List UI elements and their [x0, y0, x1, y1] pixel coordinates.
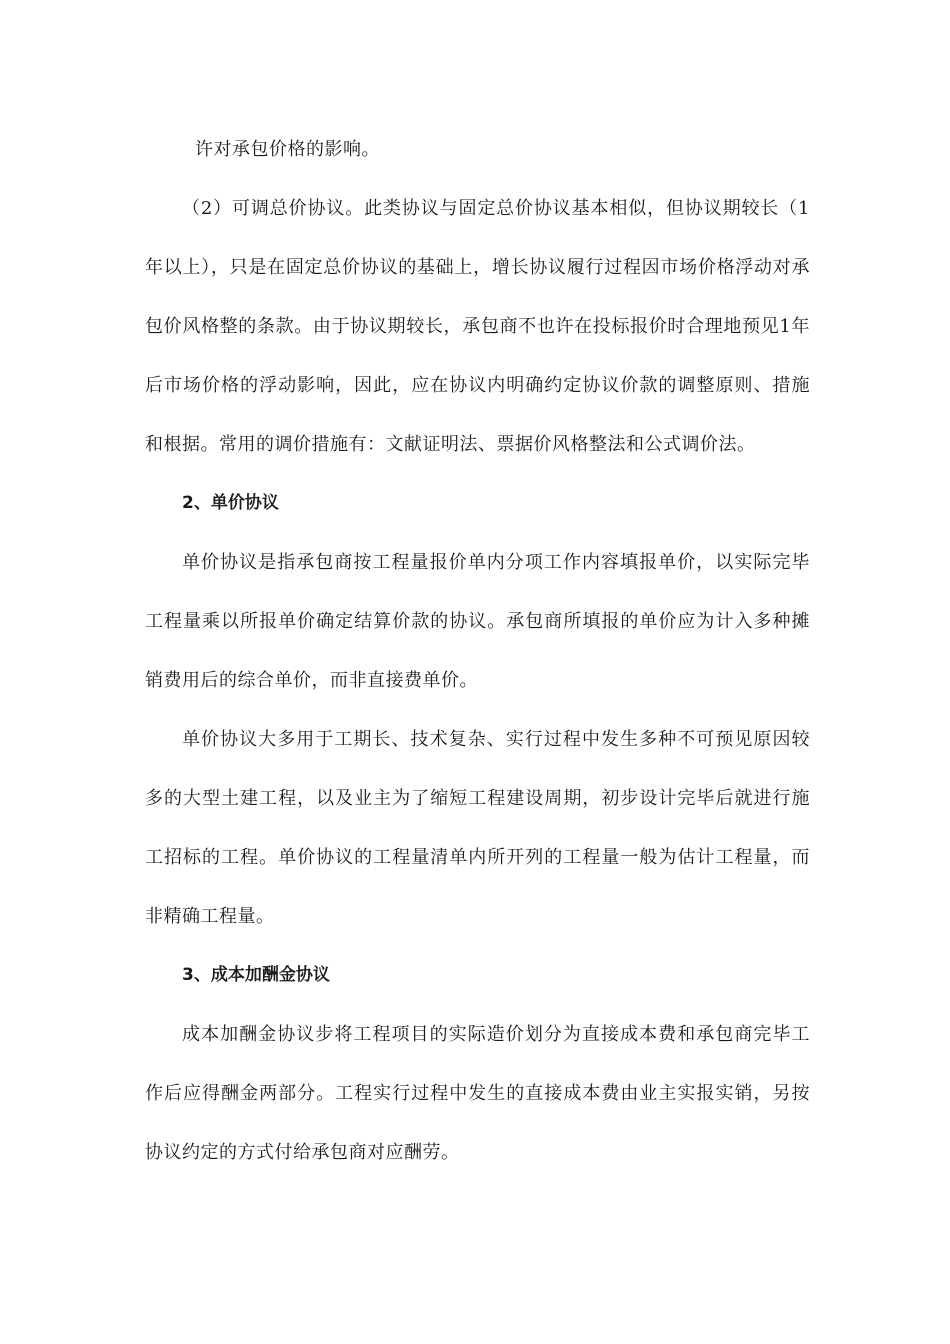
- paragraph-continuation: 许对承包价格的影响。: [195, 139, 380, 160]
- paragraph-unit-price-usage: 单价协议大多用于工期长、技术复杂、实行过程中发生多种不可预见原因较多的大型土建工程，以及业主为了缩短工程建设周期，初步设计完毕后就进行施工招标的工程。单价协议的工程量清单内所开列的工程量一般为估计工程量，而非精确工程量。: [145, 729, 810, 927]
- paragraph-adjustable-total-price: （2）可调总价协议。此类协议与固定总价协议基本相似，但协议期较长（1年以上），只是在固定总价协议的基础上，增长协议履行过程因市场价格浮动对承包价风格整的条款。由于协议期较长，承包商不也许在投标报价时合理地预见1年后市场价格的浮动影响，因此，应在协议内明确约定协议价款的调整原则、措施和根据。常用的调价措施有：文献证明法、票据价风格整法和公式调价法。: [145, 198, 810, 455]
- document-body: [145, 120, 810, 1182]
- section-heading-unit-price: 2、单价协议: [182, 493, 279, 513]
- section-heading-cost-plus: 3、成本加酬金协议: [182, 965, 330, 985]
- paragraph-unit-price-definition: 单价协议是指承包商按工程量报价单内分项工作内容填报单价，以实际完毕工程量乘以所报单价确定结算价款的协议。承包商所填报的单价应为计入多种摊销费用后的综合单价，而非直接费单价。: [145, 552, 810, 691]
- paragraph-cost-plus-definition: 成本加酬金协议步将工程项目的实际造价划分为直接成本费和承包商完毕工作后应得酬金两部分。工程实行过程中发生的直接成本费由业主实报实销，另按协议约定的方式付给承包商对应酬劳。: [145, 1024, 810, 1163]
